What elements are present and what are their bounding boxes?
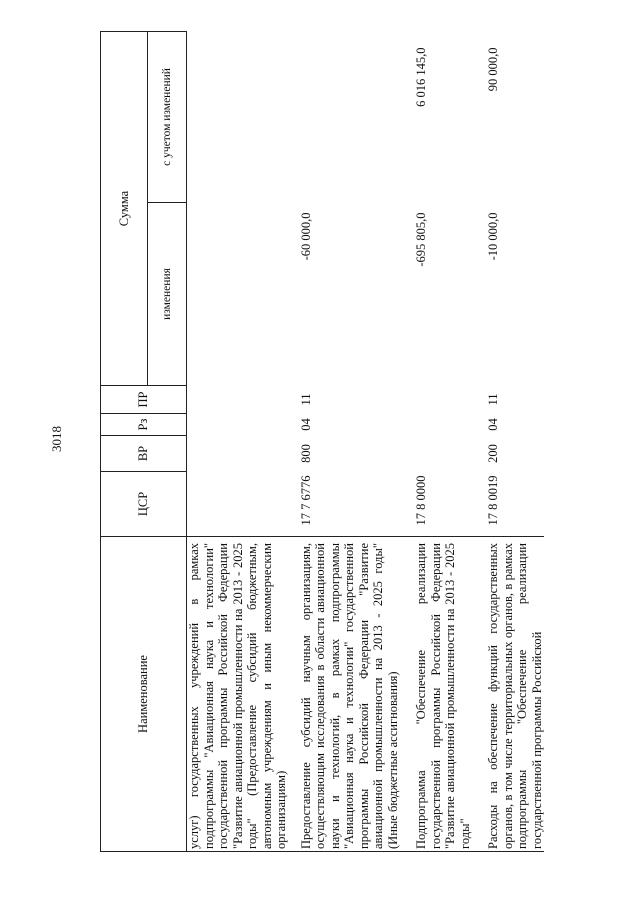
row-rz bbox=[187, 414, 299, 436]
row-pr: 11 bbox=[486, 393, 500, 406]
budget-table-sheet bbox=[100, 32, 620, 852]
row-csr bbox=[187, 472, 299, 537]
table-row bbox=[299, 32, 415, 852]
header-with-changes: с учетом изменений bbox=[148, 32, 187, 203]
row-change bbox=[187, 203, 299, 386]
header-changes: изменения bbox=[148, 203, 187, 386]
header-csr: ЦСР bbox=[101, 472, 187, 537]
row-name: Расходы на обеспечение функций государственных органов, в том числе территориальных органов, в рамках подпрограммы "Обеспечение реализации государственной программы Российской bbox=[486, 543, 544, 849]
row-pr: 11 bbox=[298, 393, 313, 406]
row-change: -60 000,0 bbox=[298, 212, 313, 261]
row-rz bbox=[414, 414, 486, 436]
row-total bbox=[299, 32, 415, 203]
header-rz: Рз bbox=[101, 414, 187, 436]
row-vr: 800 bbox=[298, 444, 313, 463]
table-row bbox=[486, 32, 544, 852]
row-pr bbox=[187, 386, 299, 414]
row-change: -695 805,0 bbox=[414, 212, 428, 267]
row-vr bbox=[187, 436, 299, 472]
row-name: услуг) государственных учреждений в рамках подпрограммы "Авиационная наука и технологии" государственной программы Российской Федерации "Развитие авиационной промышленности на 2013 - 2025 годы" (Предоставление субсидий бюджетным, автономным учреждениям и иным некоммерческим организациям) bbox=[187, 543, 288, 849]
header-vr: ВР bbox=[101, 436, 187, 472]
row-name: Подпрограмма "Обеспечение реализации государственной программы Российской Федерации "Развитие авиационной промышленности на 2013 - 2025 годы" bbox=[414, 543, 472, 849]
row-change: -10 000,0 bbox=[486, 212, 500, 261]
table-row bbox=[187, 32, 299, 852]
row-vr: 200 bbox=[486, 444, 500, 463]
row-total: 6 016 145,0 bbox=[414, 47, 428, 107]
page-number: 3018 bbox=[49, 426, 64, 452]
row-rz: 04 bbox=[298, 418, 313, 431]
row-csr: 17 8 0019 bbox=[486, 475, 500, 526]
header-pr: ПР bbox=[101, 386, 187, 414]
row-vr bbox=[414, 436, 486, 472]
table-row bbox=[414, 32, 486, 852]
header-name: Наименование bbox=[101, 537, 187, 852]
row-total: 90 000,0 bbox=[486, 47, 500, 92]
header-sum: Сумма bbox=[101, 32, 148, 386]
row-csr: 17 8 0000 bbox=[414, 475, 428, 526]
row-csr: 17 7 6776 bbox=[298, 475, 313, 526]
budget-table bbox=[100, 31, 544, 852]
row-total bbox=[187, 32, 299, 203]
row-name: Предоставление субсидий научным организациям, осуществляющим исследования в области авиационной науки и технологий, в рамках подпрограммы "Авиационная наука и технологии" государственной программы Российской Федерации "Развитие авиационной промышленности на 2013 - 2025 годы" (Иные бюджетные ассигнования) bbox=[298, 543, 400, 849]
row-pr bbox=[414, 386, 486, 414]
row-rz: 04 bbox=[486, 418, 500, 431]
